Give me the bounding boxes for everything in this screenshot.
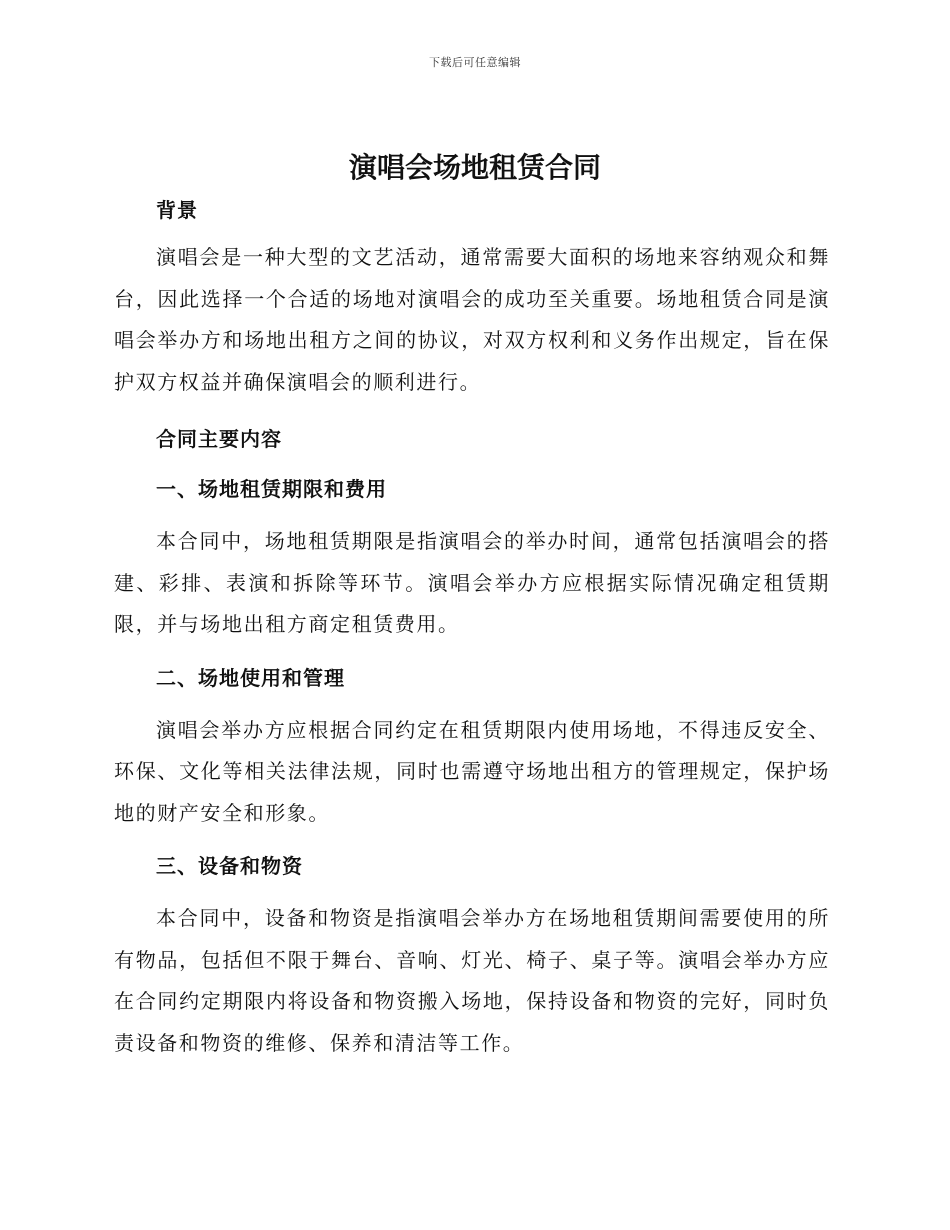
section-heading: 合同主要内容 — [156, 427, 282, 451]
section-venue-use-and-management — [114, 660, 830, 835]
page-header-note: 下载后可任意编辑 — [429, 56, 521, 69]
section-main-content — [114, 421, 830, 457]
section-paragraph: 本合同中，设备和物资是指演唱会举办方在场地租赁期间需要使用的所有物品，包括但不限于舞台、音响、灯光、椅子、桌子等。演唱会举办方应在合同约定期限内将设备和物资搬入场地，保持设备和物资的完好，同时负责设备和物资的维修、保养和清洁等工作。 — [114, 906, 830, 1055]
document-title: 演唱会场地租赁合同 — [348, 151, 601, 184]
section-lease-term-and-fees — [114, 471, 830, 646]
section-heading: 二、场地使用和管理 — [156, 665, 345, 690]
document-body — [114, 192, 830, 1064]
section-heading: 一、场地租赁期限和费用 — [156, 477, 387, 501]
section-heading: 背景 — [156, 198, 198, 222]
section-paragraph: 演唱会举办方应根据合同约定在租赁期限内使用场地，不得违反安全、环保、文化等相关法律法规，同时也需遵守场地出租方的管理规定，保护场地的财产安全和形象。 — [114, 717, 830, 825]
section-paragraph: 演唱会是一种大型的文艺活动，通常需要大面积的场地来容纳观众和舞台，因此选择一个合适的场地对演唱会的成功至关重要。场地租赁合同是演唱会举办方和场地出租方之间的协议，对双方权利和义务作出规定，旨在保护双方权益并确保演唱会的顺利进行。 — [114, 245, 830, 394]
section-equipment-and-supplies — [114, 848, 830, 1064]
section-paragraph: 本合同中，场地租赁期限是指演唱会的举办时间，通常包括演唱会的搭建、彩排、表演和拆除等环节。演唱会举办方应根据实际情况确定租赁期限，并与场地出租方商定租赁费用。 — [114, 529, 830, 636]
section-heading: 三、设备和物资 — [156, 854, 303, 878]
section-background — [114, 192, 830, 403]
